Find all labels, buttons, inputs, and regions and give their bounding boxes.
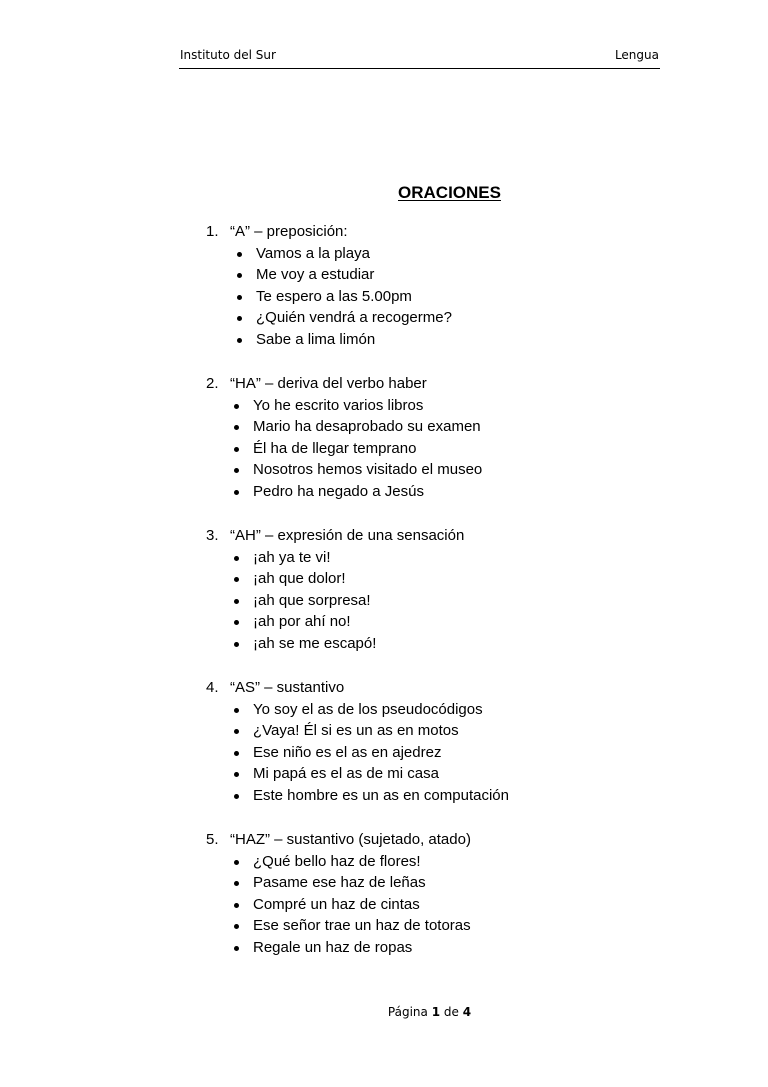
section-number: 3. (206, 527, 219, 544)
bullet-icon (234, 642, 239, 647)
list-item (206, 699, 676, 721)
section-heading (206, 221, 676, 243)
list-item (206, 416, 676, 438)
list-item-text: ¿Quién vendrá a recogerme? (256, 309, 452, 326)
list-item-text: Ese niño es el as en ajedrez (253, 743, 442, 761)
bullet-icon (237, 338, 242, 343)
section-number: 2. (206, 375, 219, 392)
list-item (206, 243, 676, 265)
page-title-text: ORACIONES (398, 183, 501, 202)
list-item-text: Vamos a la playa (256, 244, 370, 262)
bullet-icon (237, 252, 242, 257)
bullet-icon (234, 708, 239, 713)
list-item-text: Nosotros hemos visitado el museo (253, 461, 483, 478)
list-item (206, 763, 676, 785)
section-number: 4. (206, 679, 219, 696)
list-item (206, 742, 676, 764)
list-item (206, 785, 676, 807)
header-subject: Lengua (614, 48, 659, 62)
list-item (206, 329, 676, 351)
list-item-text: ¡ah que sorpresa! (253, 591, 371, 609)
list-item-text: Compré un haz de cintas (253, 895, 420, 913)
bullet-icon (234, 620, 239, 625)
section-heading (206, 373, 676, 395)
list-item (206, 459, 676, 481)
bullet-icon (234, 860, 239, 865)
list-item (206, 720, 676, 742)
section-heading (206, 829, 676, 851)
list-item (206, 307, 676, 329)
list-item-text: Yo soy el as de los pseudocódigos (253, 700, 483, 718)
list-item (206, 438, 676, 460)
list-item-text: ¡ah por ahí no! (253, 613, 351, 630)
list-item-text: ¡ah que dolor! (253, 570, 346, 587)
list-item (206, 481, 676, 503)
section-a (206, 221, 676, 350)
list-item-text: Sabe a lima limón (256, 330, 376, 348)
bullet-icon (234, 556, 239, 561)
list-item (206, 851, 676, 873)
page-footer (180, 1005, 659, 1019)
list-item (206, 915, 676, 937)
bullet-icon (234, 577, 239, 582)
section-heading-text: “AS” – sustantivo (230, 679, 345, 696)
bullet-icon (234, 490, 239, 495)
list-item-text: Te espero a las 5.00pm (256, 287, 412, 305)
list-item-text: Ese señor trae un haz de totoras (253, 917, 471, 934)
section-number: 5. (206, 831, 219, 848)
section-haz (206, 829, 676, 958)
bullet-icon (234, 903, 239, 908)
current-page: 1 (431, 1005, 441, 1019)
bullet-icon (234, 946, 239, 951)
list-item-text: Yo he escrito varios libros (253, 396, 424, 414)
section-ah (206, 525, 676, 654)
list-item-text: Este hombre es un as en computación (253, 786, 509, 804)
list-item (206, 568, 676, 590)
list-item (206, 937, 676, 959)
section-number: 1. (206, 223, 219, 240)
list-item-text: Él ha de llegar temprano (253, 439, 417, 457)
page-title (180, 183, 659, 203)
list-item (206, 395, 676, 417)
section-heading (206, 677, 676, 699)
total-pages: 4 (462, 1005, 472, 1019)
bullet-icon (234, 425, 239, 430)
header-divider (179, 68, 660, 69)
section-heading-text: “A” – preposición: (230, 223, 348, 240)
section-ha (206, 373, 676, 502)
list-item (206, 633, 676, 655)
list-item-text: Pedro ha negado a Jesús (253, 482, 424, 500)
list-item-text: ¡ah ya te vi! (253, 548, 331, 566)
list-item-text: Mario ha desaprobado su examen (253, 418, 481, 435)
bullet-icon (237, 295, 242, 300)
list-item (206, 894, 676, 916)
section-heading-text: “HA” – deriva del verbo haber (230, 375, 427, 392)
list-item-text: Me voy a estudiar (256, 266, 375, 283)
header-school-name: Instituto del Sur (180, 48, 276, 62)
list-item (206, 872, 676, 894)
bullet-icon (234, 881, 239, 886)
list-item-text: ¡ah se me escapó! (253, 634, 377, 652)
bullet-icon (237, 273, 242, 278)
section-as (206, 677, 676, 806)
section-heading (206, 525, 676, 547)
oraciones-list (206, 221, 676, 981)
bullet-icon (234, 404, 239, 409)
list-item-text: Pasame ese haz de leñas (253, 874, 426, 891)
page-number (388, 1005, 471, 1019)
list-item-text: ¿Qué bello haz de flores! (253, 852, 421, 870)
list-item (206, 286, 676, 308)
bullet-icon (234, 794, 239, 799)
bullet-icon (234, 729, 239, 734)
section-heading-text: “HAZ” – sustantivo (sujetado, atado) (230, 831, 471, 848)
bullet-icon (237, 316, 242, 321)
list-item (206, 590, 676, 612)
list-item (206, 547, 676, 569)
bullet-icon (234, 751, 239, 756)
list-item-text: Regale un haz de ropas (253, 938, 413, 956)
bullet-icon (234, 599, 239, 604)
page-header (180, 48, 659, 62)
bullet-icon (234, 447, 239, 452)
list-item (206, 611, 676, 633)
list-item (206, 264, 676, 286)
of-label: de (443, 1005, 459, 1019)
bullet-icon (234, 468, 239, 473)
list-item-text: ¿Vaya! Él si es un as en motos (253, 722, 459, 739)
section-heading-text: “AH” – expresión de una sensación (230, 527, 465, 544)
bullet-icon (234, 924, 239, 929)
page-label: Página (387, 1005, 428, 1019)
list-item-text: Mi papá es el as de mi casa (253, 765, 439, 782)
bullet-icon (234, 772, 239, 777)
